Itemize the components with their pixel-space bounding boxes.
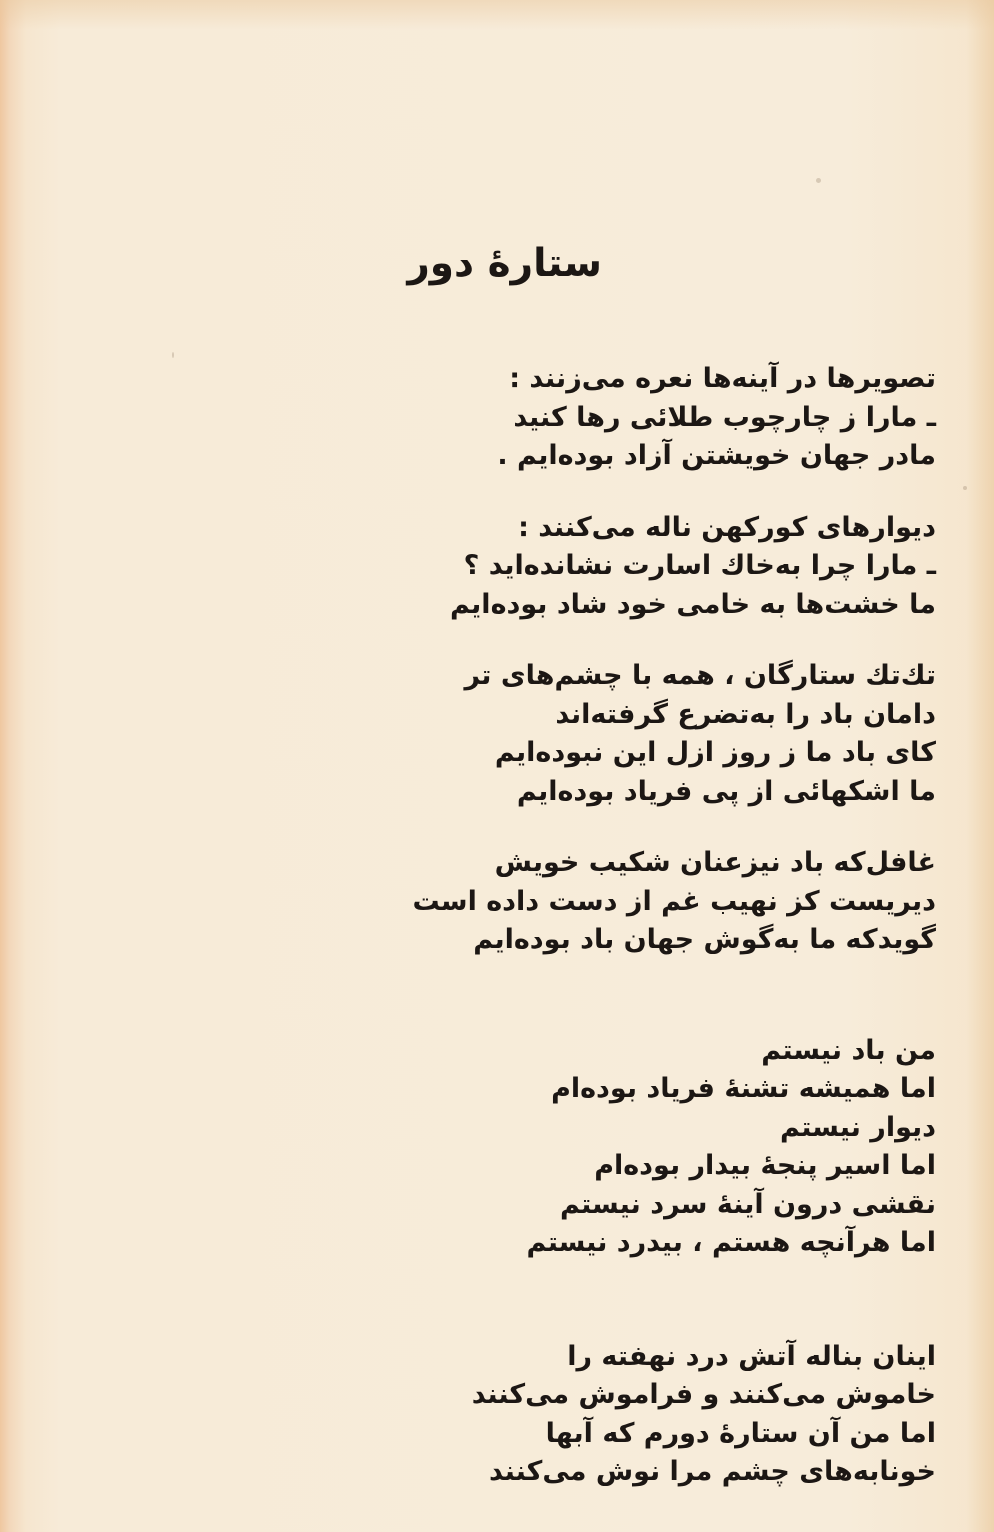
poem-line: ـ مارا ز چارچوب طلائی رها کنید — [513, 401, 936, 433]
poem-line: غافل‌که باد نیزعنان شکیب خویش — [494, 847, 936, 878]
poem-line: تك‌تك ستارگان ، همه با چشم‌های تر — [464, 660, 936, 691]
page-top-shadow — [0, 0, 994, 30]
poem-line: ما خشت‌ها به خامی خود شاد بوده‌ایم — [450, 588, 936, 620]
poem-line: گویدکه ما به‌گوش جهان باد بوده‌ایم — [473, 924, 936, 955]
stanza-3 — [376, 657, 936, 811]
paper-speck — [963, 486, 967, 490]
poem-line: نقشی درون آینهٔ سرد نیستم — [559, 1188, 936, 1220]
poem-line: اما اسیر پنجهٔ بیدار بوده‌ام — [594, 1150, 936, 1181]
poem-line: خونابه‌های چشم مرا نوش می‌کنند — [489, 1456, 936, 1487]
stanza-5 — [376, 1032, 936, 1263]
poem-line: مادر جهان خویشتن آزاد بوده‌ایم . — [497, 440, 936, 471]
paper-speck — [816, 178, 821, 183]
stanza-6 — [376, 1338, 936, 1492]
paper-speck — [172, 352, 174, 358]
poem-line: اما هرآنچه هستم ، بیدرد نیستم — [526, 1227, 936, 1258]
poem-line: ـ مارا چرا به‌خاك اسارت نشانده‌اید ؟ — [463, 550, 936, 581]
poem-line: ما اشکهائی از پی فریاد بوده‌ایم — [516, 775, 936, 807]
poem-line: دیریست کز نهیب غم از دست داده است — [412, 885, 936, 917]
poem-line: من باد نیستم — [761, 1034, 936, 1066]
poem-line: خاموش می‌کنند و فراموش می‌کنند — [471, 1379, 936, 1410]
stanza-1 — [376, 360, 936, 476]
poem-line: اما همیشه تشنهٔ فریاد بوده‌ام — [551, 1073, 936, 1104]
stanza-4 — [376, 844, 936, 960]
poem-body — [376, 360, 936, 1492]
poem-line: دیوار نیستم — [780, 1111, 936, 1143]
page-edge-shadow — [966, 0, 994, 1532]
poem-line: کای باد ما ز روز ازل این نبوده‌ایم — [494, 737, 936, 768]
poem-line: دیوارهای کورکهن ناله می‌کنند : — [518, 511, 936, 543]
stanza-2 — [376, 509, 936, 625]
poem-line: تصویرها در آینه‌ها نعره می‌زنند : — [509, 363, 936, 394]
poem-line: اما من آن ستارهٔ دورم که آبها — [545, 1417, 936, 1449]
poem-title: ستارهٔ دور — [407, 241, 602, 286]
poem-line: دامان باد را به‌تضرع گرفته‌اند — [555, 698, 936, 730]
poem-line: اینان بناله آتش درد نهفته را — [567, 1340, 936, 1372]
